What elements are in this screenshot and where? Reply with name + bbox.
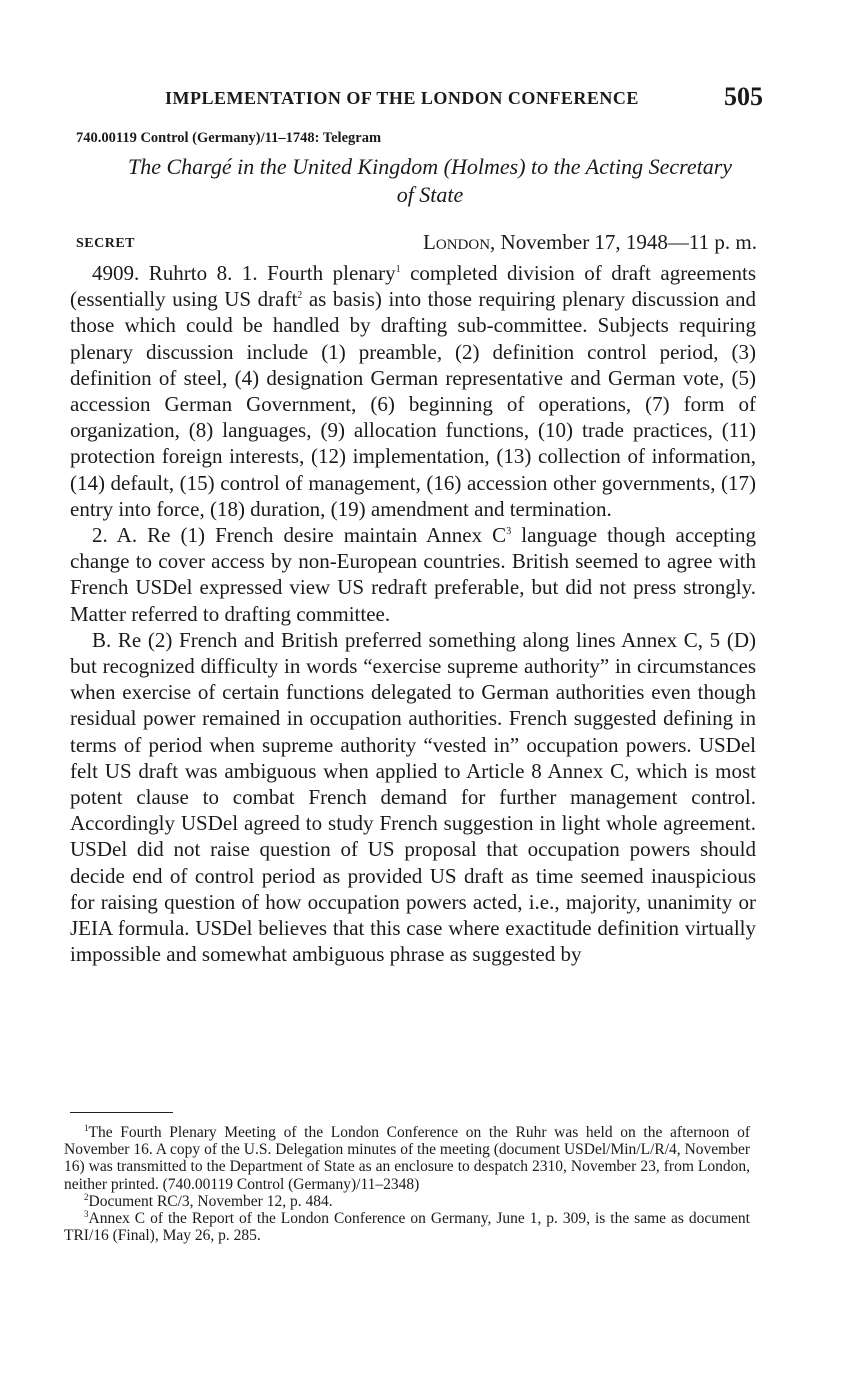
place-and-date — [423, 230, 757, 255]
footnote-ref-3[interactable]: 3 — [506, 526, 512, 538]
telegram-body — [70, 260, 756, 967]
document-title-line-1: The Chargé in the United Kingdom (Holmes) to the Acting Secretary — [127, 154, 733, 179]
footnote — [64, 1124, 750, 1193]
document-title-line-2: of State — [396, 182, 464, 207]
footnotes — [64, 1124, 750, 1244]
dateline — [76, 230, 757, 256]
footnote-divider — [70, 1112, 173, 1113]
paragraph-1 — [70, 260, 756, 522]
paragraph-1-part-2: completed division of draft agreements (essentially using US draft — [70, 261, 756, 312]
document-title — [70, 153, 790, 209]
footnote-text: The Fourth Plenary Meeting of the London Conference on the Ruhr was held on the afternoon of November 16. A copy of the U.S. Delegation minutes of the meeting (document USDel/Min/L/R/4, November 16) was transmitted to the Department of State as an enclosure to despatch 2310, November 23, from London, neither printed. (740.00119 Control (Germany)/11–2348) — [64, 1124, 750, 1193]
page-number: 505 — [724, 82, 763, 111]
date: November 17, 1948—11 p. m. — [495, 230, 757, 254]
paragraph-3: B. Re (2) French and British preferred something along lines Annex C, 5 (D) but recognized difficulty in words “exercise supreme authority” in circumstances when exercise of certain functions delegated to German authorities even though residual power remained in occupation authorities. French suggested defining in terms of period when supreme authority “vested in” occupation powers. USDel felt US draft was ambiguous when applied to Article 8 Annex C, which is most potent clause to combat French demand for further management control. Accordingly USDel agreed to study French suggestion in light whole agreement. USDel did not raise question of US proposal that occupation powers should decide end of control period as provided US draft as time seemed inauspicious for raising question of how occupation powers acted, i.e., majority, unanimity or JEIA formula. USDel believes that this case where exactitude definition virtually impossible and somewhat ambiguous phrase as suggested by — [70, 627, 756, 967]
footnote — [64, 1193, 750, 1210]
classification-label: SECRET — [76, 236, 136, 251]
footnote-ref-1[interactable]: 1 — [395, 264, 401, 275]
footnote-text: Document RC/3, November 12, p. 484. — [88, 1192, 333, 1210]
footnote-mark: 2 — [84, 1191, 89, 1202]
footnote-text: Annex C of the Report of the London Conference on Germany, June 1, p. 309, is the same as document TRI/16 (Final), May 26, p. 285. — [64, 1210, 750, 1245]
paragraph-2-part-2: language though accepting change to cover access by non-European countries. British seemed to agree with French USDel expressed view US redraft preferable, but did not press strongly. Matter referred to drafting committee. — [70, 523, 756, 626]
page-header — [165, 82, 761, 112]
footnote-ref-2[interactable]: 2 — [297, 290, 303, 302]
file-reference: 740.00119 Control (Germany)/11–1748: Telegram — [76, 130, 382, 146]
running-title: IMPLEMENTATION OF THE LONDON CONFERENCE — [165, 88, 639, 108]
footnote-mark: 3 — [84, 1209, 89, 1220]
paragraph-1-part-1: 4909. Ruhrto 8. 1. Fourth plenary — [92, 261, 396, 285]
paragraph-1-part-3: as basis) into those requiring plenary discussion and those which could be handled by drafting sub-committee. Subjects requiring plenary discussion include (1) preamble, (2) definition control period, (3) definition of steel, (4) designation German representative and German vote, (5) accession German Government, (6) beginning of operations, (7) form of organization, (8) languages, (9) allocation functions, (10) trade practices, (11) protection foreign interests, (12) implementation, (13) collection of information, (14) default, (15) control of management, (16) accession other governments, (17) entry into force, (18) duration, (19) amendment and termination. — [70, 287, 756, 521]
footnote — [64, 1210, 750, 1244]
footnote-mark: 1 — [84, 1123, 89, 1133]
paragraph-2 — [70, 522, 756, 627]
place: London, — [423, 230, 496, 254]
paragraph-2-part-1: 2. A. Re (1) French desire maintain Annex C — [92, 523, 507, 548]
